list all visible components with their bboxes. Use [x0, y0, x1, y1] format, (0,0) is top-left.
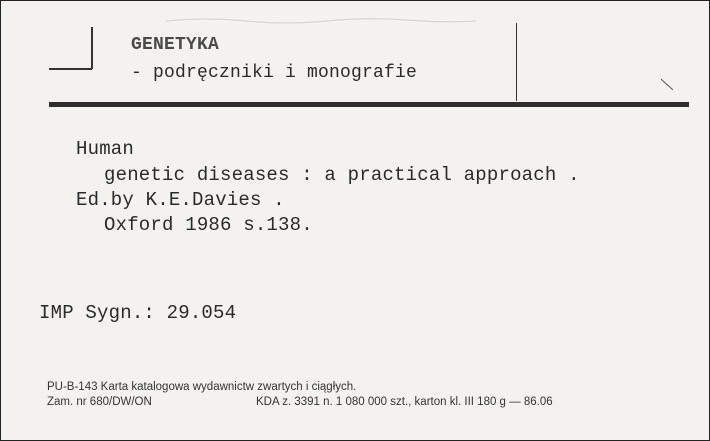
entry-line-4: Oxford 1986 s.138.: [104, 214, 313, 236]
footer-print-info: KDA z. 3391 n. 1 080 000 szt., karton kl. III 180 g — 86.06: [256, 396, 553, 408]
entry-line-2: genetic diseases : a practical approach .: [104, 164, 580, 186]
left-tab-horizontal-line: [49, 68, 92, 70]
subject-subheading: - podręczniki i monografie: [131, 63, 418, 83]
header-rule: [49, 102, 689, 107]
faded-stamp: [166, 15, 476, 25]
left-tab-vertical-line: [91, 27, 93, 69]
footer-order-number: Zam. nr 680/DW/ON: [47, 396, 152, 408]
subject-heading: GENETYKA: [131, 35, 220, 55]
signature-line: IMP Sygn.: 29.054: [39, 302, 237, 324]
entry-line-3: Ed.by K.E.Davies .: [76, 189, 285, 211]
header-right-divider: [516, 23, 517, 101]
footer-line-1: PU-B-143 Karta katalogowa wydawnictw zwartych i ciągłych.: [47, 381, 357, 393]
entry-line-1: Human: [76, 138, 135, 160]
corner-tick-mark: [661, 79, 674, 90]
